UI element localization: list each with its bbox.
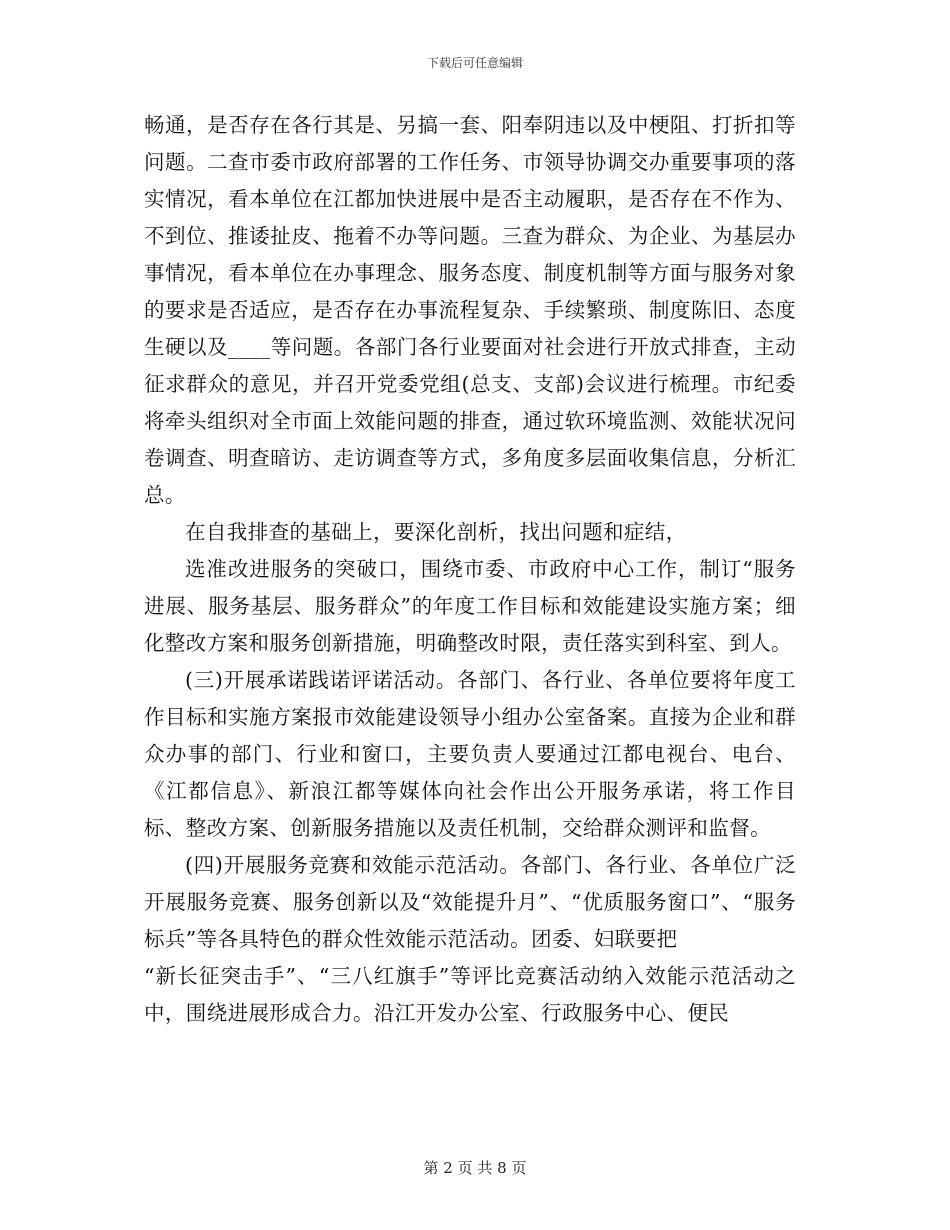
paragraph-section-four: (四)开展服务竞赛和效能示范活动。各部门、各行业、各单位广泛开展服务竞赛、服务创新以及“效能提升月”、“优质服务窗口”、“服务标兵”等各具特色的群众性效能示范活动。团委、妇联要把 xyxy=(144,853,796,951)
paragraph-section-three: (三)开展承诺践诺评诺活动。各部门、各行业、各单位要将年度工作目标和实施方案报市效能建设领导小组办公室备案。直接为企业和群众办事的部门、行业和窗口，主要负责人要通过江都电视台、电台、《江都信息》、新浪江都等媒体向社会作出公开服务承诺，将工作目标、整改方案、创新服务措施以及责任机制，交给群众测评和监督。 xyxy=(144,668,796,840)
paragraph-analysis: 在自我排查的基础上，要深化剖析，找出问题和症结， xyxy=(185,520,687,544)
paragraph-section-four-continued: “新长征突击手”、“三八红旗手”等评比竞赛活动纳入效能示范活动之中，围绕进展形成合力。沿江开发办公室、行政服务中心、便民 xyxy=(144,964,796,1025)
page-header: 下载后可任意编辑 xyxy=(426,56,523,70)
paragraph-continued: 畅通，是否存在各行其是、另搞一套、阳奉阴违以及中梗阻、打折扣等问题。二查市委市政府部署的工作任务、市领导协调交办重要事项的落实情况，看本单位在江都加快进展中是否主动履职，是否存在不作为、不到位、推诿扯皮、拖着不办等问题。三查为群众、为企业、为基层办事情况，看本单位在办事理念、服务态度、制度机制等方面与服务对象的要求是否适应，是否存在办事流程复杂、手续繁琐、制度陈旧、态度生硬以及____等问题。各部门各行业要面对社会进行开放式排查，主动征求群众的意见，并召开党委党组(总支、支部)会议进行梳理。市纪委将牵头组织对全市面上效能问题的排查，通过软环境监测、效能状况问卷调查、明查暗访、走访调查等方式，多角度多层面收集信息，分析汇总。 xyxy=(144,113,796,507)
document-body xyxy=(144,107,796,1032)
paragraph-breakthrough: 选准改进服务的突破口，围绕市委、市政府中心工作，制订“服务进展、服务基层、服务群众”的年度工作目标和效能建设实施方案；细化整改方案和服务创新措施，明确整改时限，责任落实到科室、到人。 xyxy=(144,557,796,655)
page-footer: 第 2 页 共 8 页 xyxy=(423,1159,527,1177)
